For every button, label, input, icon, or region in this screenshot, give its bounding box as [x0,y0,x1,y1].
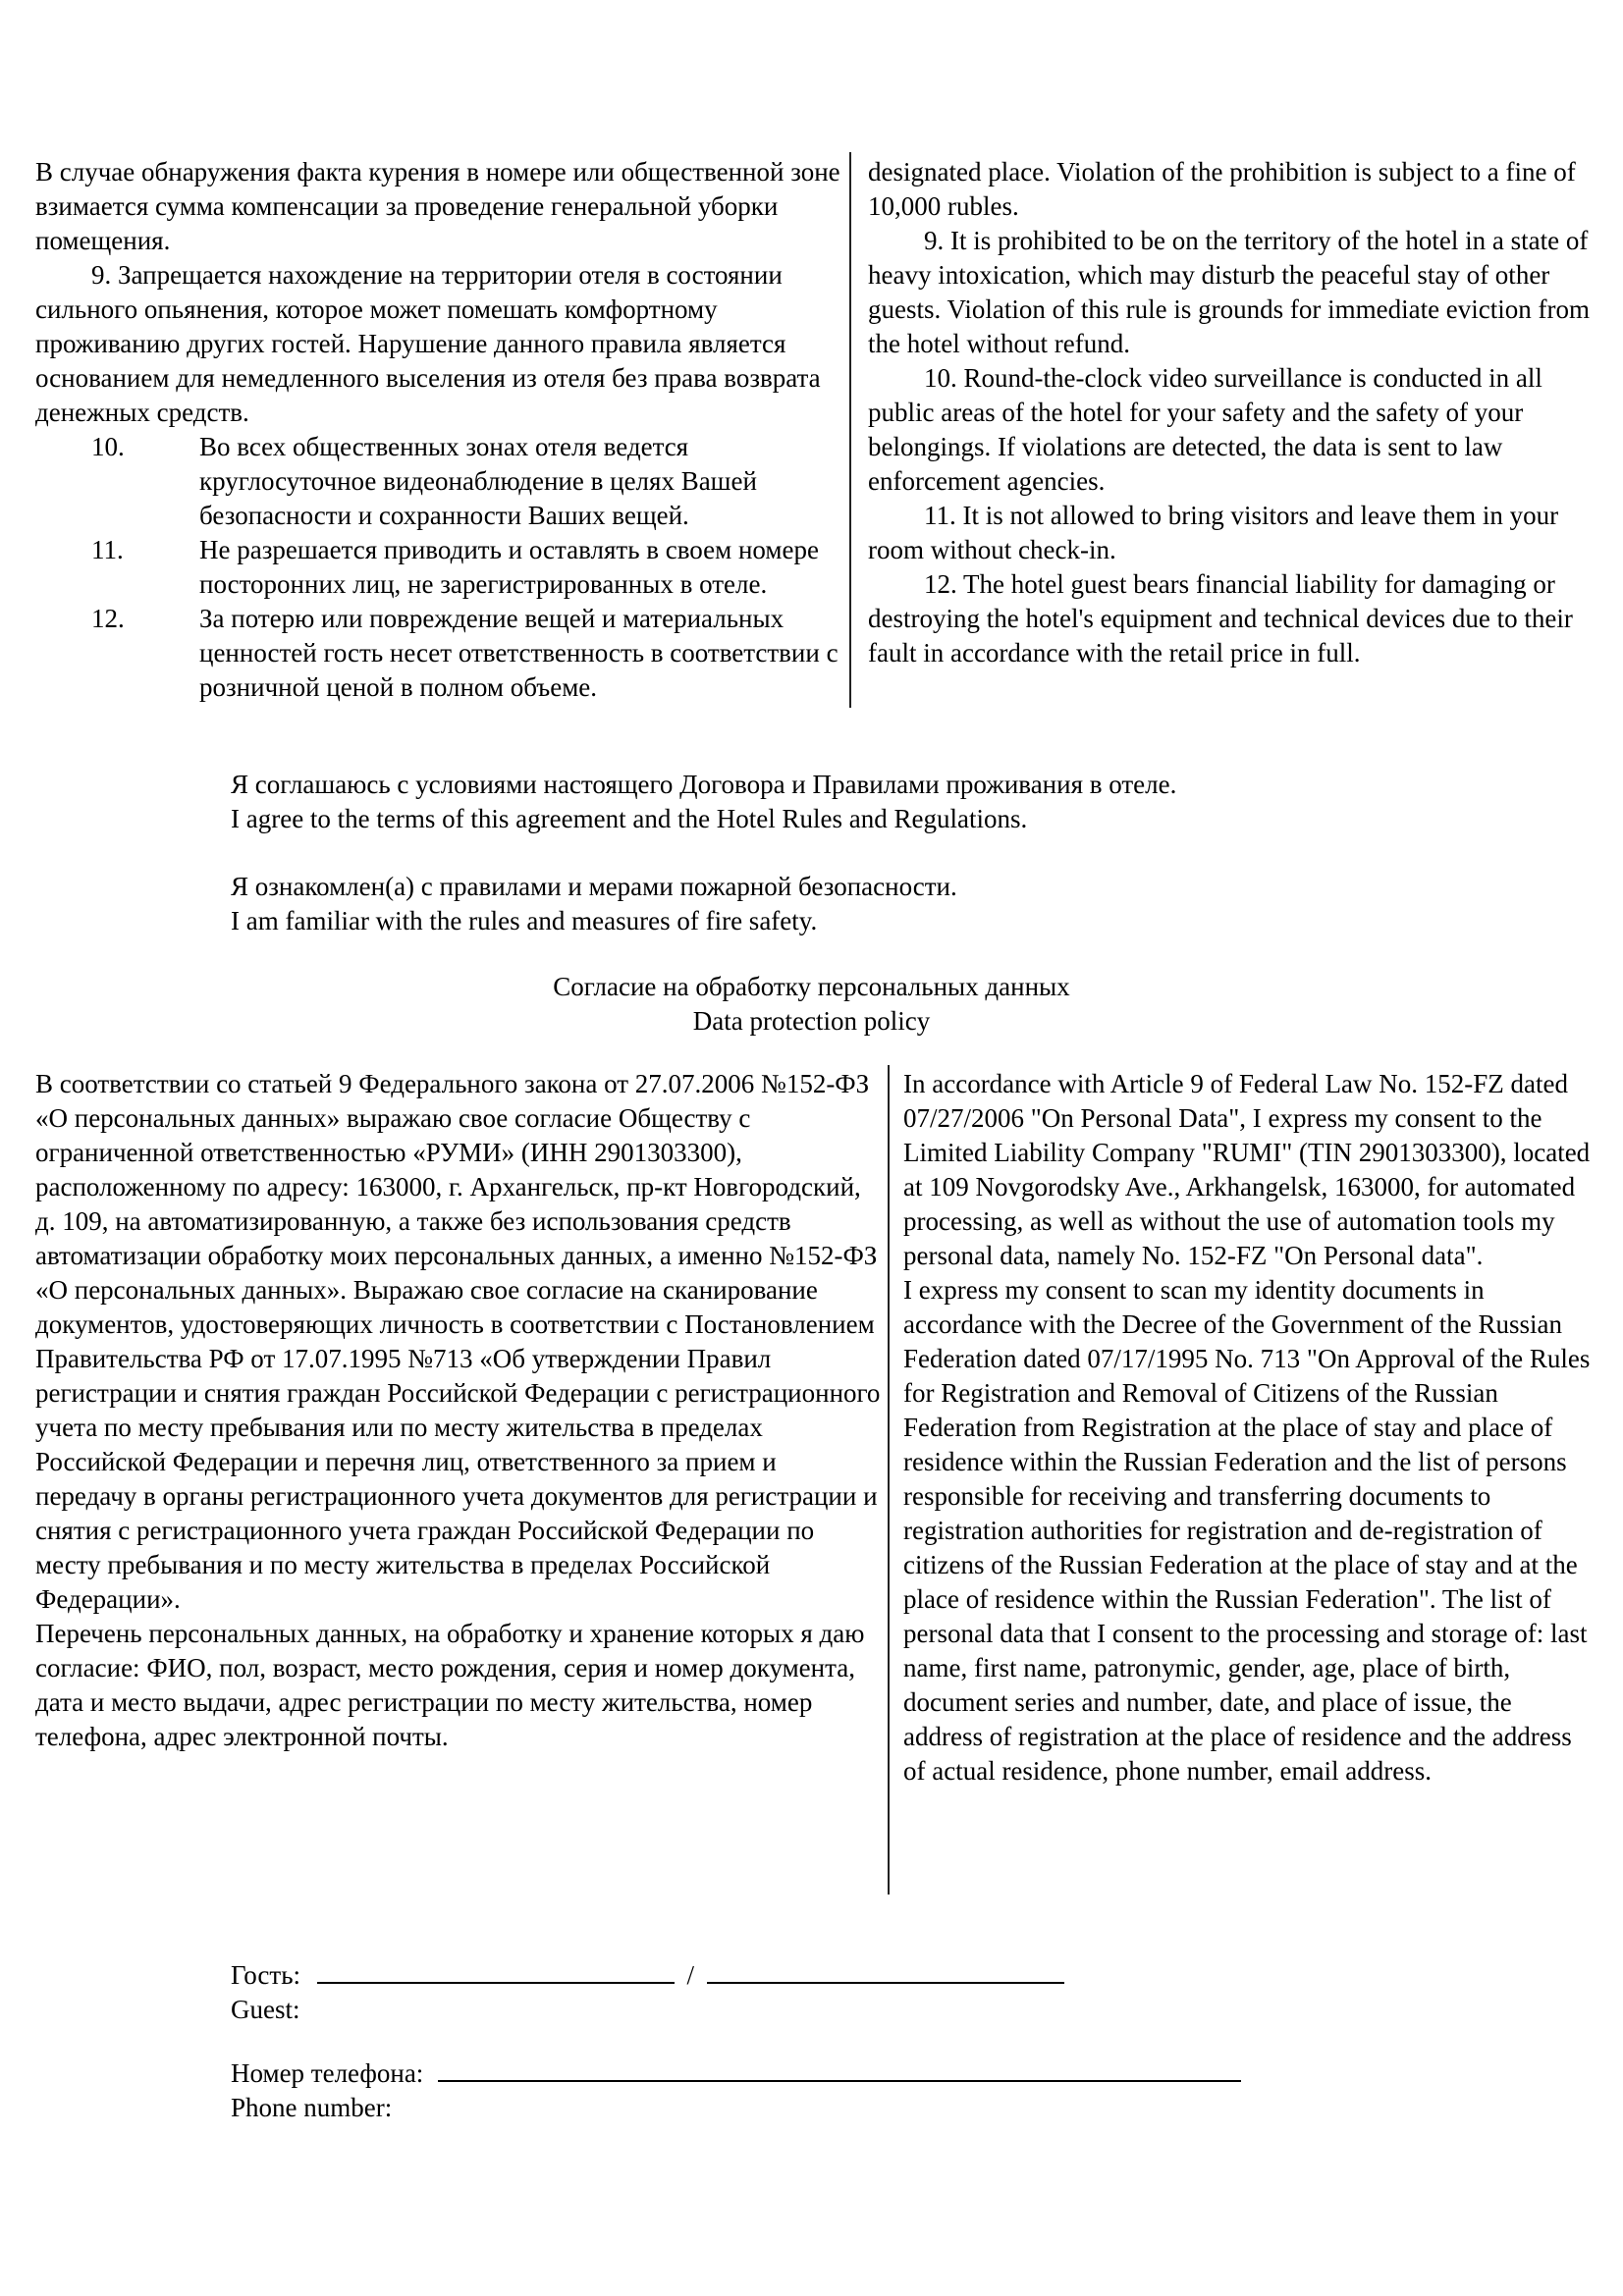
phone-label-ru: Номер телефона: [231,2058,424,2088]
guest-signature-block [231,1956,1064,2027]
phone-label-en: Phone number: [231,2093,393,2122]
rule-12-ru [35,602,842,705]
consent-ru-paragraph-1: В соответствии со статьей 9 Федерального закона от 27.07.2006 №152-ФЗ «О персональных данных» выражаю свое согласие Обществу с ограниченной ответственностью «РУМИ» (ИНН 2901303300), расположенному по адресу: 163000, г. Архангельск, пр-кт Новгородский, д. 109, на автоматизированную, а также без использования средств автоматизации обработку моих персональных данных, а именно №152-ФЗ «О персональных данных». Выражаю свое согласие на сканирование документов, удостоверяющих личность в соответствии с Постановлением Правительства РФ от 17.07.1995 №713 «Об утверждении Правил регистрации и снятия граждан Российской Федерации с регистрационного учета по месту пребывания или по месту жительства в пределах Российской Федерации и перечня лиц, ответственного за прием и передачу в органы регистрационного учета документов для регистрации и снятия с регистрационного учета граждан Российской Федерации по месту пребывания и по месту жительства в пределах Российской Федерации». [35,1069,881,1614]
consent-ru-column [35,1067,882,1754]
consent-title-en: Data protection policy [692,1006,931,1036]
rule-10-ru [35,430,842,533]
guest-name-field[interactable] [317,1956,675,1984]
rule-12-en: 12. The hotel guest bears financial liability for damaging or destroying the hotel's equipment and technical devices due to their fault in accordance with the retail price in full. [868,569,1573,667]
top-column-divider [849,152,851,708]
signature-separator: / [686,1960,695,1990]
rules-ru-column [35,155,842,705]
rule-11-ru-number: 11. [91,535,124,564]
agreement-fire-safety [231,870,1458,938]
agreement-terms [231,768,1458,836]
rule-11-ru [35,533,842,602]
rule-10-ru-number: 10. [91,432,125,461]
rule-11-en: 11. It is not allowed to bring visitors and leave them in your room without check-in. [868,501,1559,564]
fire-safety-en: I am familiar with the rules and measures of fire safety. [231,906,818,935]
smoking-paragraph-en: designated place. Violation of the prohibition is subject to a fine of 10,000 rubles. [868,157,1576,221]
consent-ru-paragraph-2: Перечень персональных данных, на обработку и хранение которых я даю согласие: ФИО, пол, возраст, место рождения, серия и номер документа, дата и место выдачи, адрес регистрации по месту жительства, номер телефона, адрес электронной почты. [35,1619,865,1751]
rule-9-en: 9. It is prohibited to be on the territory of the hotel in a state of heavy intoxication, which may disturb the peaceful stay of other guests. Violation of this rule is grounds for immediate eviction from the hotel without refund. [868,226,1591,358]
rule-10-en: 10. Round-the-clock video surveillance is conducted in all public areas of the hotel for your safety and the safety of your belongings. If violations are detected, the data is sent to law enforcement agencies. [868,363,1542,496]
phone-number-field[interactable] [438,2055,1241,2082]
terms-en: I agree to the terms of this agreement and the Hotel Rules and Regulations. [231,804,1028,833]
consent-title-ru: Согласие на обработку персональных данных [553,972,1070,1001]
guest-signature-field[interactable] [707,1956,1064,1984]
guest-label-en: Guest: [231,1995,300,2024]
phone-number-block [231,2055,1241,2125]
rules-en-column [868,155,1595,670]
guest-label-ru: Гость: [231,1960,301,1990]
consent-en-column [903,1067,1591,1789]
consent-en-paragraph-2: I express my consent to scan my identity documents in accordance with the Decree of the Government of the Russian Federation dated 07/17/1995 No. 713 "On Approval of the Rules for Registration and Removal of Citizens of the Russian Federation from Registration at the place of stay and place of residence within the Russian Federation and the list of persons responsible for receiving and transferring documents to registration authorities for registration and de-registration of citizens of the Russian Federation at the place of stay and at the place of residence within the Russian Federation". The list of personal data that I consent to the processing and storage of: last name, first name, patronymic, gender, age, place of birth, document series and number, date, and place of issue, the address of registration at the place of residence and the address of actual residence, phone number, email address. [903,1275,1591,1786]
rule-10-ru-text: Во всех общественных зонах отеля ведется круглосуточное видеонаблюдение в целях Вашей безопасности и сохранности Ваших вещей. [199,432,757,530]
consent-titles [0,970,1623,1039]
terms-ru: Я соглашаюсь с условиями настоящего Договора и Правилами проживания в отеле. [231,770,1177,799]
smoking-paragraph-ru: В случае обнаружения факта курения в номере или общественной зоне взимается сумма компенсации за проведение генеральной уборки помещения. [35,157,840,255]
consent-column-divider [888,1065,890,1895]
rule-11-ru-text: Не разрешается приводить и оставлять в своем номере посторонних лиц, не зарегистрированных в отеле. [199,535,819,599]
consent-en-paragraph-1: In accordance with Article 9 of Federal Law No. 152-FZ dated 07/27/2006 "On Personal Data", I express my consent to the Limited Liability Company "RUMI" (TIN 2901303300), located at 109 Novgorodsky Ave., Arkhangelsk, 163000, for automated processing, as well as without the use of automation tools my personal data, namely No. 152-FZ "On Personal data". [903,1069,1591,1270]
rule-9-ru: 9. Запрещается нахождение на территории отеля в состоянии сильного опьянения, которое может помешать комфортному проживанию других гостей. Нарушение данного правила является основанием для немедленного выселения из отеля без права возврата денежных средств. [35,260,821,427]
rule-12-ru-number: 12. [91,604,125,633]
fire-safety-ru: Я ознакомлен(а) с правилами и мерами пожарной безопасности. [231,872,957,901]
rule-12-ru-text: За потерю или повреждение вещей и материальных ценностей гость несет ответственность в соответствии с розничной ценой в полном объеме. [199,604,839,702]
